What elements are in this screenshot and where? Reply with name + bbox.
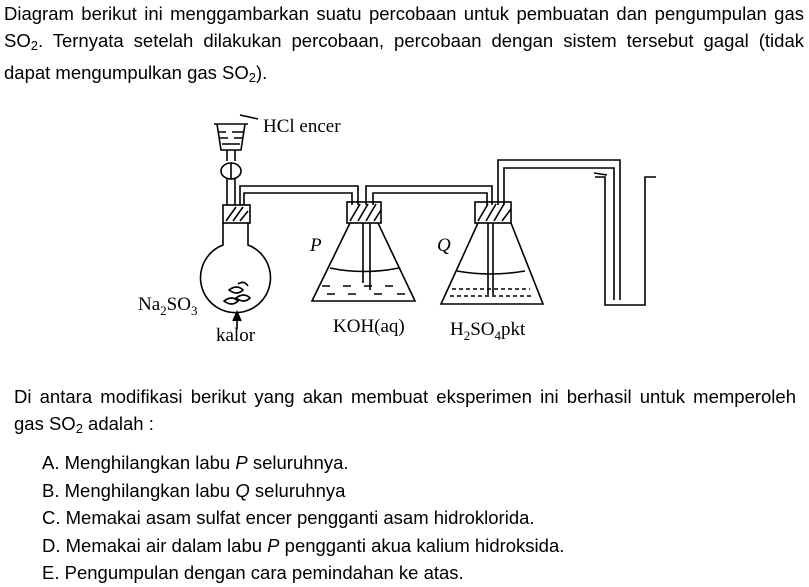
option-emphasis: P (267, 534, 280, 556)
option-c (42, 504, 564, 532)
option-emphasis: Q (235, 479, 250, 501)
option-b (42, 477, 564, 505)
delivery-tubes (240, 160, 620, 300)
answer-options (42, 449, 564, 587)
option-text-end: seluruhnya (249, 479, 346, 501)
flask-q (441, 202, 543, 304)
flask-q-label: Q (437, 235, 451, 256)
h2so4-label: $H_2SO_4pkt$ (450, 319, 526, 343)
option-text-end: seluruhnya. (247, 452, 349, 473)
option-letter: C. (42, 507, 61, 528)
option-text: Pengumpulan dengan cara pemindahan ke atas. (64, 562, 464, 583)
option-emphasis: P (235, 452, 248, 473)
hcl-label: HCl encer (263, 116, 341, 137)
intro-paragraph (4, 0, 804, 91)
option-letter: D. (42, 534, 61, 556)
kalor-label: kalor (216, 325, 256, 346)
option-text: Menghilangkan labu (64, 452, 236, 473)
koh-label: KOH(aq) (333, 316, 405, 337)
apparatus-diagram (0, 105, 809, 350)
round-bottom-flask (201, 205, 271, 329)
option-text: Menghilangkan labu (64, 479, 236, 501)
question-subscript: 2 (75, 421, 83, 437)
question-paragraph (14, 383, 796, 442)
option-text: Memakai asam sulfat encer pengganti asam hidroklorida. (65, 507, 535, 528)
intro-subscript-2: 2 (248, 70, 256, 86)
intro-text-3: ). (255, 62, 268, 84)
collecting-cylinder (594, 173, 656, 305)
option-text-end: pengganti akua kalium hidroksida. (279, 534, 565, 556)
option-text: Memakai air dalam labu (65, 534, 268, 556)
intro-text-2: . Ternyata setelah dilakukan percobaan, percobaan dengan sistem tersebut gagal (tidak dapat mengumpulkan gas SO (4, 30, 804, 84)
question-text-2: adalah : (82, 413, 154, 434)
flask-p-label: P (310, 235, 322, 256)
option-letter: A. (42, 452, 60, 473)
question-text-1: Di antara modifikasi berikut yang akan membuat eksperimen ini berhasil untuk memperoleh gas SO (14, 386, 796, 434)
option-letter: B. (42, 479, 60, 501)
dropping-funnel (214, 115, 258, 205)
option-e (42, 559, 564, 587)
option-d (42, 532, 564, 560)
option-letter: E. (42, 562, 60, 583)
na2so3-label: $Na_2SO_3$ (138, 294, 198, 318)
intro-subscript-1: 2 (30, 38, 38, 54)
option-a (42, 449, 564, 477)
intro-text-1: Diagram berikut ini menggambarkan suatu percobaan untuk pembuatan dan pengumpulan gas SO (4, 3, 804, 51)
